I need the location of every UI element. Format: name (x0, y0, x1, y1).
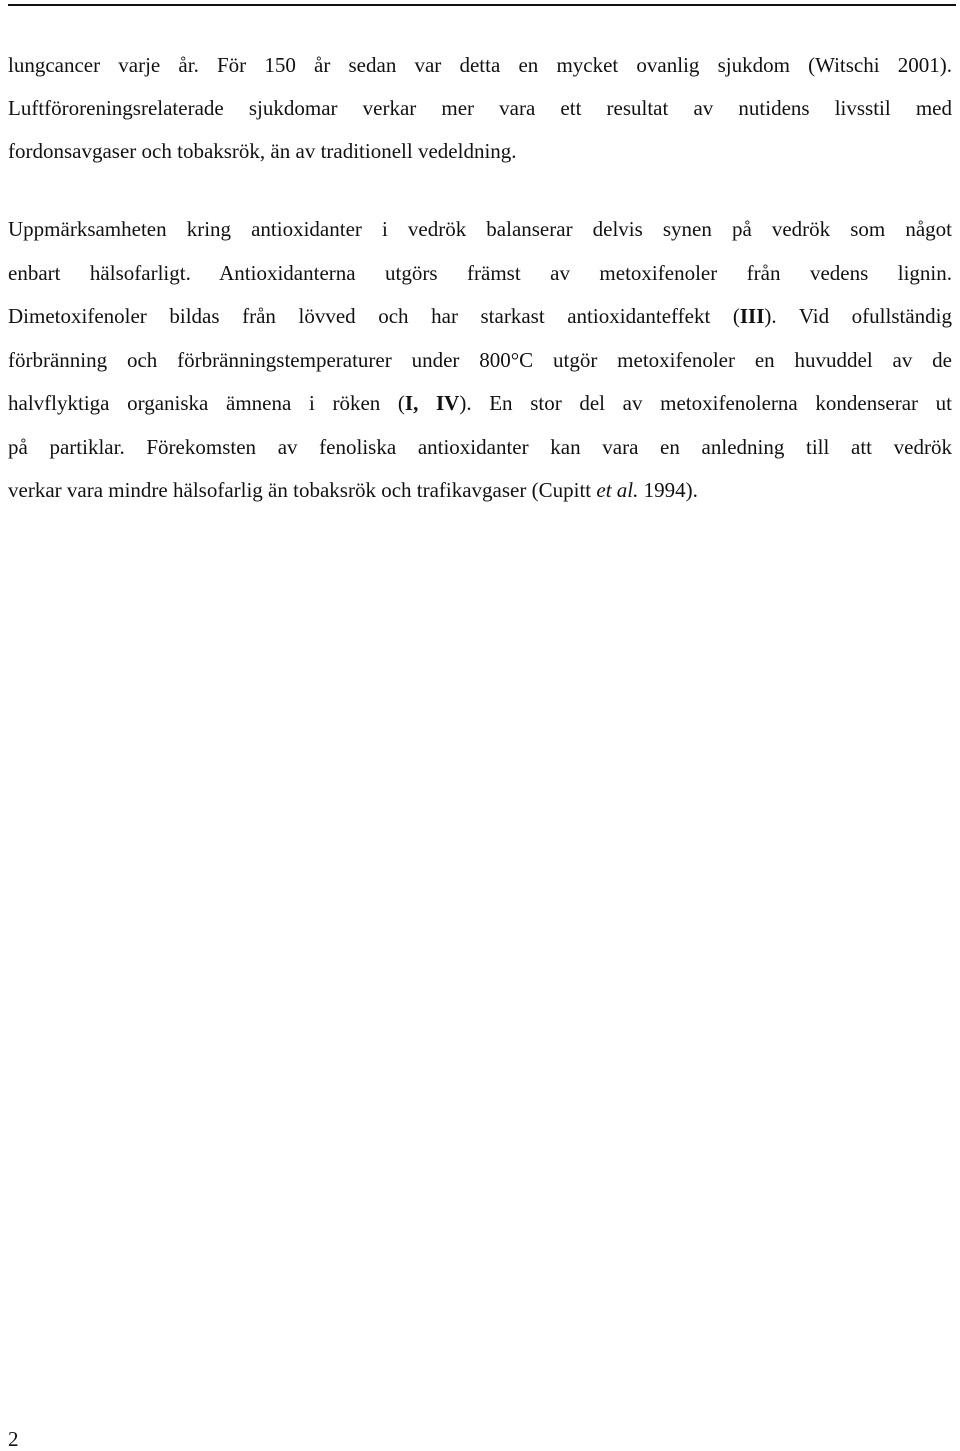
text-segment: Dimetoxifenoler bildas från lövved och har starkast antioxidanteffekt ( (8, 304, 740, 328)
text-line (8, 382, 952, 426)
text-line: enbart hälsofarligt. Antioxidanterna utgörs främst av metoxifenoler från vedens lignin. (8, 260, 952, 285)
text-line: på partiklar. Förekomsten av fenoliska antioxidanter kan vara en anledning till att vedrök (8, 434, 952, 459)
paragraph-1 (8, 44, 952, 173)
text-segment: ). En stor del av metoxifenolerna kondenserar ut (459, 391, 952, 415)
paper-reference: I, IV (404, 391, 460, 415)
text-line: Luftföroreningsrelaterade sjukdomar verkar mer vara ett resultat av nutidens livsstil med (8, 96, 952, 120)
text-line (8, 295, 952, 339)
text-line: lungcancer varje år. För 150 år sedan var detta en mycket ovanlig sjukdom (Witschi 2001). (8, 53, 952, 77)
text-line: Uppmärksamheten kring antioxidanter i vedrök balanserar delvis synen på vedrök som något (8, 217, 952, 241)
paper-reference: III (739, 304, 765, 328)
text-line: förbränning och förbränningstemperaturer under 800°C utgör metoxifenoler en huvuddel av de (8, 347, 952, 372)
page-number: 2 (8, 1427, 19, 1451)
text-line (8, 469, 952, 513)
citation-et-al: et al. (596, 478, 639, 502)
text-line: fordonsavgaser och tobaksrök, än av traditionell vedeldning. (8, 139, 517, 163)
text-segment: verkar vara mindre hälsofarlig än tobaksrök och trafikavgaser (Cupitt (8, 478, 597, 502)
text-segment: 1994). (638, 478, 698, 502)
text-segment: ). Vid ofullständig (764, 304, 952, 328)
paragraph-2 (8, 208, 952, 513)
header-rule (8, 4, 956, 6)
text-segment: halvflyktiga organiska ämnena i röken ( (8, 391, 405, 415)
